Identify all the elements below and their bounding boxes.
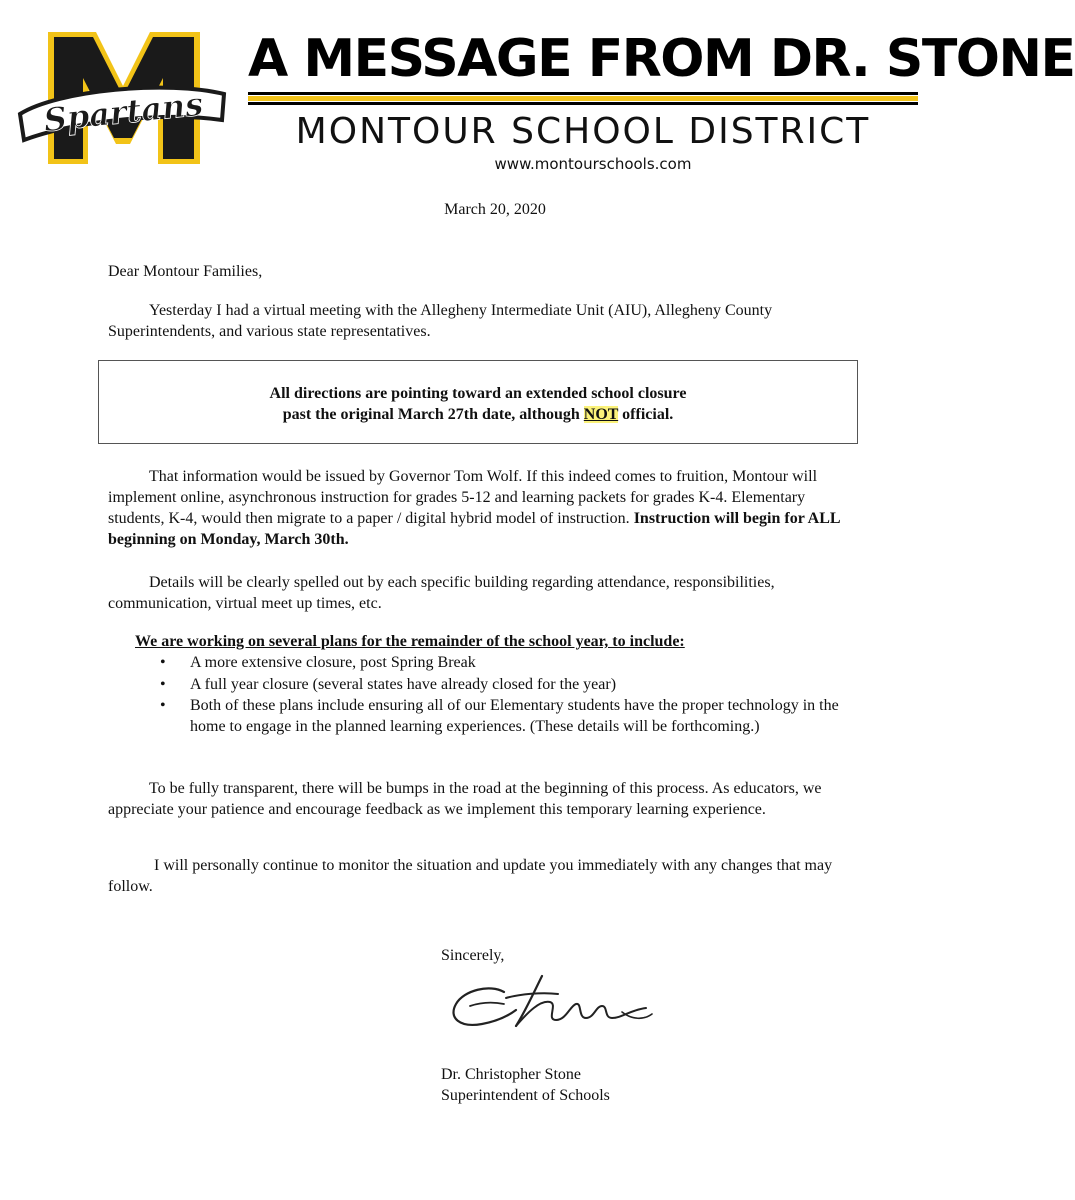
closure-callout-box (98, 360, 858, 444)
plan-item: A more extensive closure, post Spring Break (190, 654, 476, 671)
callout-line-2-start: past the original March 27th date, although (282, 406, 584, 423)
instruction-start-notice: Instruction will begin for ALL beginning on Monday, March 30th. (108, 510, 840, 548)
paragraph-details: Details will be clearly spelled out by each specific building regarding attendance, responsibilities, communication, virtual meet up times, etc. (108, 574, 775, 612)
paragraph-transparency: To be fully transparent, there will be bumps in the road at the beginning of this process. As educators, we appreciate your patience and encourage feedback as we implement this temporary learning experience. (108, 780, 822, 818)
letter-date: March 20, 2020 (444, 201, 546, 218)
plan-item: Both of these plans include ensuring all of our Elementary students have the proper technology in the home to engage in the planned learning experiences. (These details will be forthcoming.) (190, 697, 839, 735)
paragraph-monitor: I will personally continue to monitor the situation and update you immediately with any changes that may follow. (108, 857, 833, 895)
bullet-icon: • (160, 676, 166, 693)
district-name: MONTOUR SCHOOL DISTRICT (295, 111, 871, 152)
callout-line-2 (99, 404, 857, 425)
callout-not-highlight: NOT (583, 406, 619, 423)
header-rule (248, 92, 918, 106)
plan-item: A full year closure (several states have already closed for the year) (190, 676, 617, 693)
paragraph-meeting: Yesterday I had a virtual meeting with the Allegheny Intermediate Unit (AIU), Allegheny County Superintendents, and various state representatives. (108, 302, 773, 340)
bullet-icon: • (160, 654, 166, 671)
closing: Sincerely, (441, 947, 505, 964)
logo-word: Spartans (41, 84, 205, 140)
district-website: www.montourschools.com (494, 155, 692, 173)
plans-heading: We are working on several plans for the remainder of the school year, to include: (135, 633, 685, 650)
spartans-logo (18, 28, 228, 168)
callout-line-2-end: official. (618, 406, 674, 423)
paragraph-governor-text: That information would be issued by Governor Tom Wolf. If this indeed comes to fruition, Montour will implement online, asynchronous instruction for grades 5-12 and learning packets for grades K-4. Elementary students, K-4, would then migrate to a paper / digital hybrid model of instruction. (108, 468, 818, 527)
callout-line-1: All directions are pointing toward an extended school closure (269, 385, 687, 402)
signer-title: Superintendent of Schools (441, 1087, 610, 1104)
bullet-icon: • (160, 697, 166, 714)
paragraph-governor (108, 466, 853, 550)
signature (446, 966, 658, 1042)
signer-name: Dr. Christopher Stone (441, 1066, 581, 1083)
salutation: Dear Montour Families, (108, 263, 263, 280)
page-title: A MESSAGE FROM DR. STONE (248, 29, 1075, 89)
